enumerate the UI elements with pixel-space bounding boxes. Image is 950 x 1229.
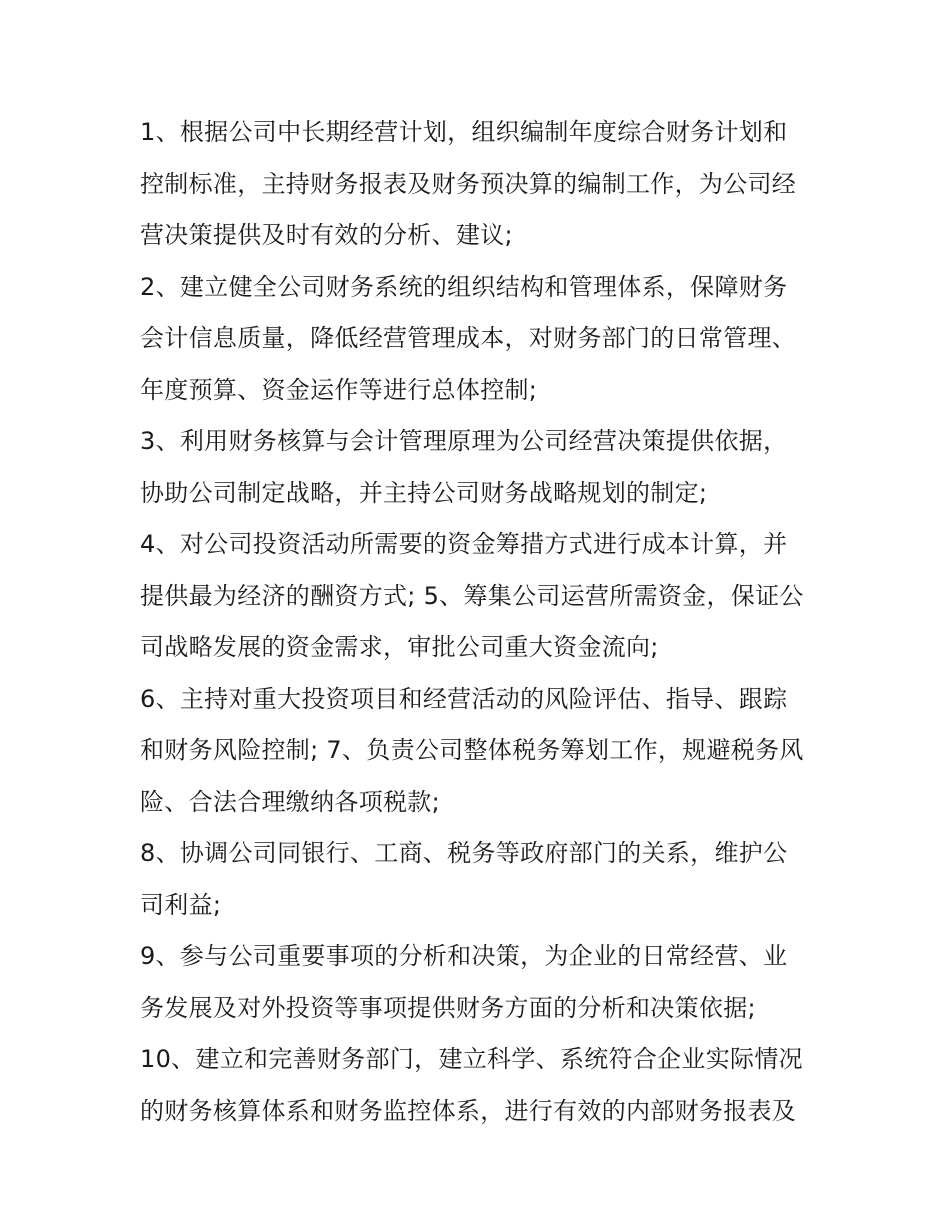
- document-body: [140, 107, 820, 1137]
- text-line: 1、根据公司中长期经营计划，组织编制年度综合财务计划和: [140, 118, 788, 146]
- text-line: 控制标准，主持财务报表及财务预决算的编制工作，为公司经: [140, 169, 797, 198]
- text-line: 年度预算、资金运作等进行总体控制;: [140, 375, 538, 404]
- text-line: 10、建立和完善财务部门，建立科学、系统符合企业实际情况: [140, 1045, 803, 1073]
- text-line: 和财务风险控制; 7、负责公司整体税务筹划工作，规避税务风: [140, 736, 804, 764]
- text-line: 提供最为经济的酬资方式; 5、筹集公司运营所需资金，保证公: [140, 581, 804, 610]
- text-line: 9、参与公司重要事项的分析和决策，为企业的日常经营、业: [140, 942, 788, 970]
- text-line: 务发展及对外投资等事项提供财务方面的分析和决策依据;: [140, 993, 756, 1022]
- text-line: 8、协调公司同银行、工商、税务等政府部门的关系，维护公: [140, 839, 788, 867]
- text-line: 会计信息质量，降低经营管理成本，对财务部门的日常管理、: [140, 324, 797, 352]
- text-line: 6、主持对重大投资项目和经营活动的风险评估、指导、跟踪: [140, 684, 788, 713]
- text-line: 司利益;: [140, 890, 222, 919]
- text-line: 营决策提供及时有效的分析、建议;: [140, 221, 513, 249]
- text-line: 司战略发展的资金需求，审批公司重大资金流向;: [140, 633, 659, 661]
- text-line: 4、对公司投资活动所需要的资金筹措方式进行成本计算，并: [140, 530, 788, 558]
- text-line: 3、利用财务核算与会计管理原理为公司经营决策提供依据，: [140, 427, 788, 455]
- text-line: 的财务核算体系和财务监控体系，进行有效的内部财务报表及: [140, 1096, 797, 1125]
- text-line: 险、合法合理缴纳各项税款;: [140, 787, 440, 816]
- text-line: 协助公司制定战略，并主持公司财务战略规划的制定;: [140, 478, 708, 507]
- text-line: 2、建立健全公司财务系统的组织结构和管理体系，保障财务: [140, 272, 788, 301]
